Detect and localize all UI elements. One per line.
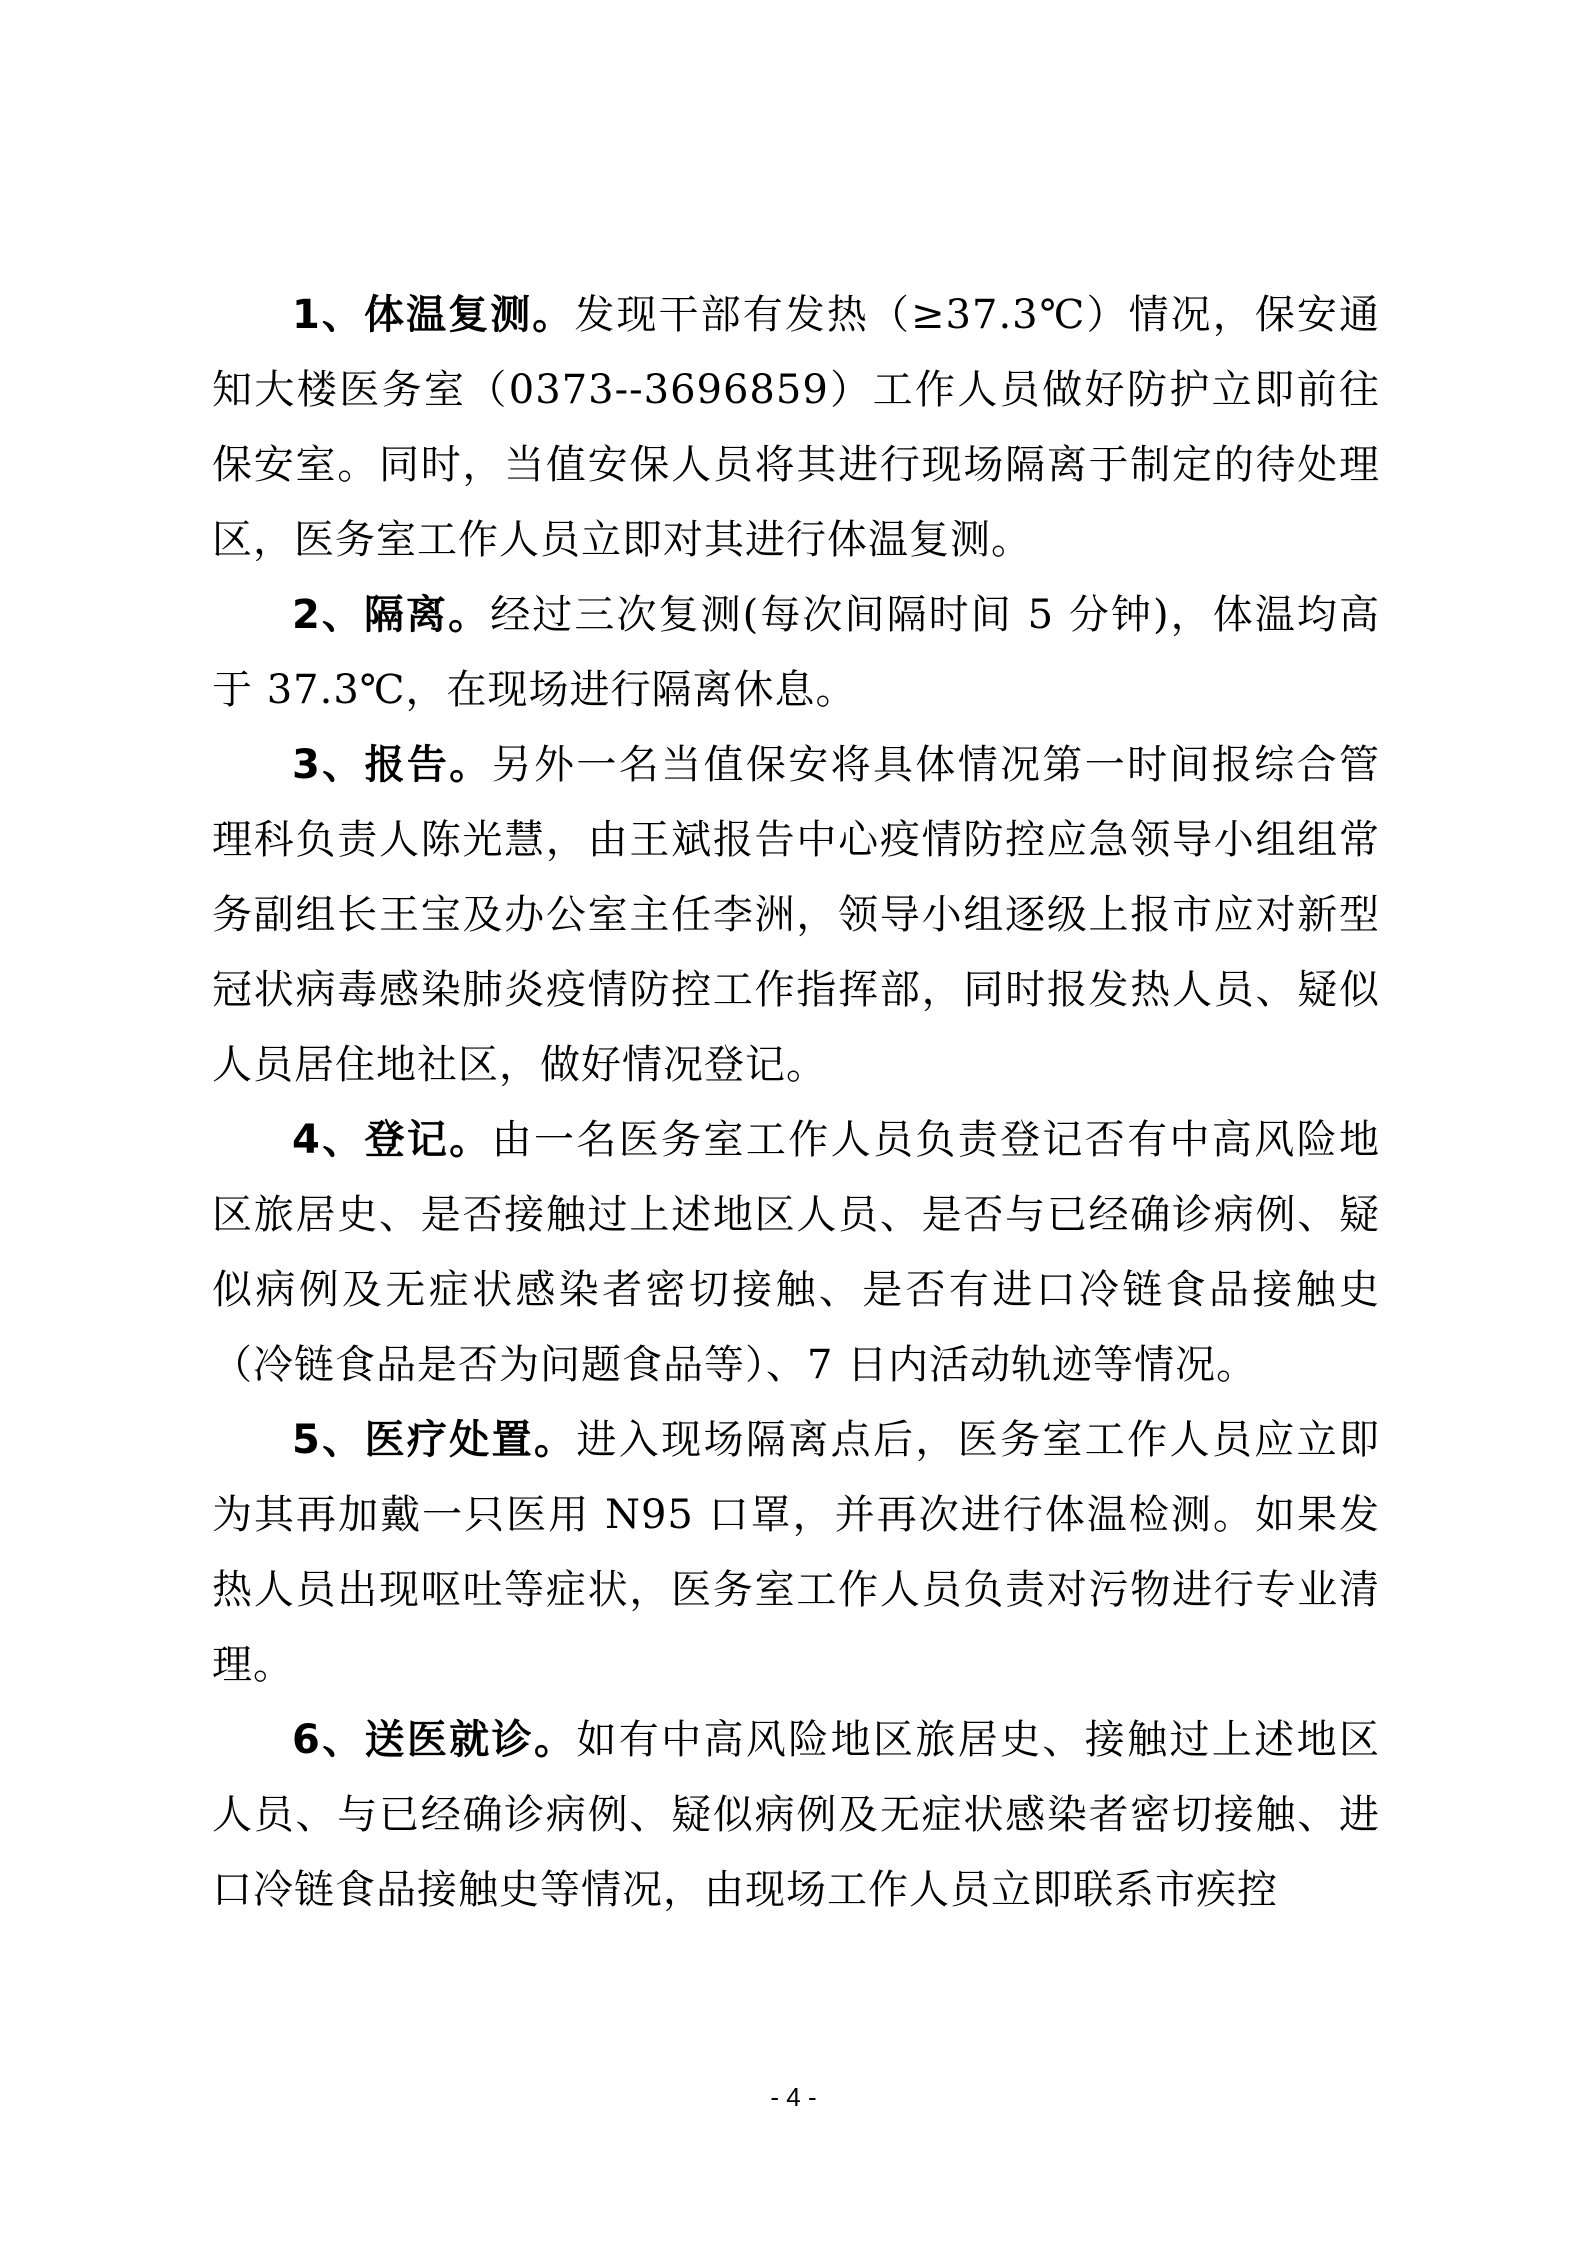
section-3-text: 另外一名当值保安将具体情况第一时间报综合管理科负责人陈光慧，由王斌报告中心疫情防控应急领导小组组常务副组长王宝及办公室主任李洲，领导小组逐级上报市应对新型冠状病毒感染肺炎疫情防控工作指挥部，同时报发热人员、疑似人员居住地社区，做好情况登记。 [212, 742, 1380, 1088]
section-6-heading: 6、送医就诊。 [292, 1717, 577, 1763]
section-4-heading: 4、登记。 [292, 1117, 492, 1163]
section-4-text: 由一名医务室工作人员负责登记否有中高风险地区旅居史、是否接触过上述地区人员、是否与已经确诊病例、疑似病例及无症状感染者密切接触、是否有进口冷链食品接触史（冷链食品是否为问题食品等）、7 日内活动轨迹等情况。 [212, 1117, 1380, 1388]
section-2-text: 经过三次复测(每次间隔时间 5 分钟)，体温均高于 37.3℃，在现场进行隔离休息。 [212, 592, 1380, 713]
section-6-text: 如有中高风险地区旅居史、接触过上述地区人员、与已经确诊病例、疑似病例及无症状感染者密切接触、进口冷链食品接触史等情况，由现场工作人员立即联系市疾控 [212, 1717, 1380, 1913]
section-1-paragraph [212, 278, 1380, 578]
section-2-heading: 2、隔离。 [292, 592, 491, 638]
section-6-paragraph [212, 1703, 1380, 1928]
section-2-paragraph [212, 578, 1380, 728]
section-5-paragraph [212, 1403, 1380, 1703]
page-number: - 4 - [770, 2082, 817, 2112]
section-5-text: 进入现场隔离点后，医务室工作人员应立即为其再加戴一只医用 N95 口罩，并再次进行体温检测。如果发热人员出现呕吐等症状，医务室工作人员负责对污物进行专业清理。 [212, 1417, 1380, 1688]
document-body [212, 278, 1380, 1928]
section-5-heading: 5、医疗处置。 [292, 1417, 577, 1463]
section-3-heading: 3、报告。 [292, 742, 492, 788]
section-4-paragraph [212, 1103, 1380, 1403]
section-3-paragraph [212, 728, 1380, 1103]
section-1-text: 发现干部有发热（≥37.3℃）情况，保安通知大楼医务室（0373--3696859）工作人员做好防护立即前往保安室。同时，当值安保人员将其进行现场隔离于制定的待处理区，医务室工作人员立即对其进行体温复测。 [212, 292, 1380, 563]
section-1-heading: 1、体温复测。 [292, 292, 575, 338]
